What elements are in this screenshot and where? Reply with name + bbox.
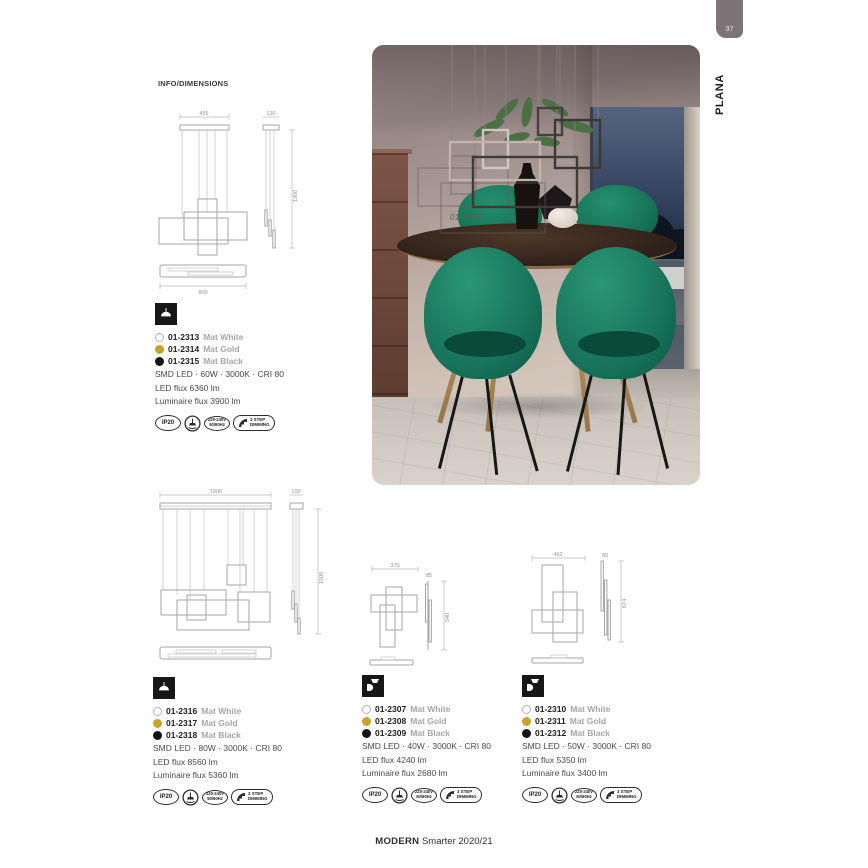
dimension-drawing-pendant-large xyxy=(146,486,336,682)
swatch-black xyxy=(155,357,164,366)
suspension-class-icon xyxy=(551,787,568,804)
product-code: 01-2317 xyxy=(166,718,198,728)
finish-label: Mat Black xyxy=(201,730,241,740)
finish-label: Mat White xyxy=(570,704,611,714)
wall-ceiling-lamp-icon xyxy=(522,675,544,697)
swatch-gold xyxy=(155,345,164,354)
product-code: 01-2315 xyxy=(168,356,200,366)
voltage-icon xyxy=(202,790,228,805)
page-footer xyxy=(0,836,868,847)
voltage-icon xyxy=(204,416,230,431)
svg-text:455: 455 xyxy=(199,111,209,117)
svg-text:800: 800 xyxy=(198,290,208,296)
product-code: 01-2316 xyxy=(166,706,198,716)
voltage-line2: 50/60Hz xyxy=(576,794,592,799)
swatch-gold xyxy=(522,717,531,726)
swatch-black xyxy=(362,729,371,738)
finish-label: Mat Gold xyxy=(201,718,238,728)
finish-label: Mat White xyxy=(201,706,242,716)
product-block-01-2307 xyxy=(362,675,522,804)
section-label: INFO/DIMENSIONS xyxy=(158,79,229,88)
page-number: 37 xyxy=(725,24,734,33)
voltage-line2: 50/60Hz xyxy=(416,794,432,799)
voltage-line2: 50/60Hz xyxy=(207,796,223,801)
svg-text:85: 85 xyxy=(425,573,433,579)
suspension-class-icon xyxy=(184,415,201,432)
product-block-01-2310 xyxy=(522,675,682,804)
finish-label: Mat Black xyxy=(203,356,243,366)
led-flux: LED flux 6360 lm xyxy=(155,382,220,393)
variant-row xyxy=(155,343,315,355)
voltage-line1: 220-240V xyxy=(205,791,225,797)
svg-text:1300: 1300 xyxy=(293,189,299,202)
ip-rating-icon: IP20 xyxy=(362,787,388,803)
led-flux: LED flux 4240 lm xyxy=(362,754,427,765)
voltage-icon xyxy=(571,788,597,803)
svg-text:674: 674 xyxy=(622,598,628,608)
dimming-icon xyxy=(600,787,642,803)
product-code: 01-2307 xyxy=(375,704,407,714)
certification-icons xyxy=(153,789,313,806)
product-code: 01-2308 xyxy=(375,716,407,726)
svg-text:540: 540 xyxy=(445,612,451,622)
dimming-line2: DIMMING xyxy=(617,794,637,799)
finish-label: Mat Gold xyxy=(569,716,607,726)
wall-ceiling-lamp-icon xyxy=(362,675,384,697)
pendant-frames-overlay xyxy=(372,45,700,485)
ip-rating-icon: IP20 xyxy=(155,415,181,431)
swatch-black xyxy=(153,731,162,740)
svg-text:462: 462 xyxy=(553,552,563,558)
dimension-drawing-pendant-small xyxy=(146,110,318,298)
ambience-photo xyxy=(372,45,700,485)
dimension-drawing-wall-small xyxy=(356,556,484,688)
dimming-line2: DIMMING xyxy=(250,422,270,427)
voltage-line1: 220-240V xyxy=(574,789,594,795)
svg-text:80: 80 xyxy=(601,553,609,559)
finish-label: Mat Gold xyxy=(203,344,240,354)
pendant-lamp-icon xyxy=(153,677,175,699)
product-code: 01-2314 xyxy=(168,344,200,354)
variant-row xyxy=(155,355,315,367)
product-code: 01-2312 xyxy=(535,728,567,738)
finish-label: Mat Black xyxy=(410,728,450,738)
swatch-white xyxy=(362,705,371,714)
dimension-drawing-wall-large xyxy=(521,545,663,695)
voltage-icon xyxy=(411,788,437,803)
led-flux: LED flux 5350 lm xyxy=(522,754,587,765)
dimming-line1: 3 STEP xyxy=(250,417,266,423)
product-code: 01-2313 xyxy=(168,332,200,342)
product-code: 01-2309 xyxy=(375,728,407,738)
product-code: 01-2318 xyxy=(166,730,198,740)
spec-line: SMD LED · 60W · 3000K · CRI 80 xyxy=(155,369,284,379)
pendant-lamp-icon xyxy=(155,303,177,325)
dimming-icon xyxy=(233,415,275,431)
certification-icons xyxy=(155,415,315,432)
ip-rating-icon: IP20 xyxy=(522,787,548,803)
dimming-line2: DIMMING xyxy=(457,794,477,799)
finish-label: Mat White xyxy=(203,332,244,342)
swatch-black xyxy=(522,729,531,738)
luminaire-flux: Luminaire flux 2680 lm xyxy=(362,768,448,778)
product-block-01-2316 xyxy=(153,677,313,806)
spec-line: SMD LED · 40W · 3000K · CRI 80 xyxy=(362,741,491,751)
voltage-line1: 220-240V xyxy=(414,789,434,795)
spec-line: SMD LED · 50W · 3000K · CRI 80 xyxy=(522,741,651,751)
variant-row xyxy=(155,331,315,343)
svg-text:100: 100 xyxy=(291,489,301,495)
svg-text:370: 370 xyxy=(390,563,400,569)
luminaire-flux: Luminaire flux 3900 lm xyxy=(155,396,241,406)
dimming-line1: 3 STEP xyxy=(248,791,264,797)
dimming-icon xyxy=(231,789,273,805)
swatch-white xyxy=(155,333,164,342)
footer-brand: MODERN xyxy=(375,836,420,847)
certification-icons xyxy=(362,787,522,804)
led-flux: LED flux 8560 lm xyxy=(153,756,218,767)
suspension-class-icon xyxy=(182,789,199,806)
swatch-gold xyxy=(362,717,371,726)
luminaire-flux: Luminaire flux 3400 lm xyxy=(522,768,608,778)
series-side-label: PLANA xyxy=(714,74,726,115)
svg-text:1000: 1000 xyxy=(209,489,223,495)
swatch-gold xyxy=(153,719,162,728)
finish-label: Mat Black xyxy=(570,728,610,738)
product-code: 01-2311 xyxy=(535,716,566,726)
voltage-line2: 50/60Hz xyxy=(209,422,225,427)
ip-rating-icon: IP20 xyxy=(153,789,179,805)
product-code: 01-2310 xyxy=(535,704,567,714)
svg-text:1500: 1500 xyxy=(319,571,325,584)
footer-edition: Smarter 2020/21 xyxy=(421,836,493,847)
certification-icons xyxy=(522,787,682,804)
svg-text:130: 130 xyxy=(266,111,276,117)
dimming-line2: DIMMING xyxy=(248,796,268,801)
photo-caption: 01-2318 xyxy=(450,213,482,222)
spec-line: SMD LED · 80W · 3000K · CRI 80 xyxy=(153,743,282,753)
finish-label: Mat Gold xyxy=(410,716,447,726)
voltage-line1: 220-240V xyxy=(207,417,227,423)
swatch-white xyxy=(153,707,162,716)
finish-label: Mat White xyxy=(410,704,451,714)
product-block-01-2313 xyxy=(155,303,315,432)
dimming-line1: 3 STEP xyxy=(617,789,633,795)
dimming-icon xyxy=(440,787,482,803)
dimming-line1: 3 STEP xyxy=(457,789,473,795)
page-number-tab xyxy=(716,0,743,38)
luminaire-flux: Luminaire flux 5360 lm xyxy=(153,770,239,780)
swatch-white xyxy=(522,705,531,714)
suspension-class-icon xyxy=(391,787,408,804)
